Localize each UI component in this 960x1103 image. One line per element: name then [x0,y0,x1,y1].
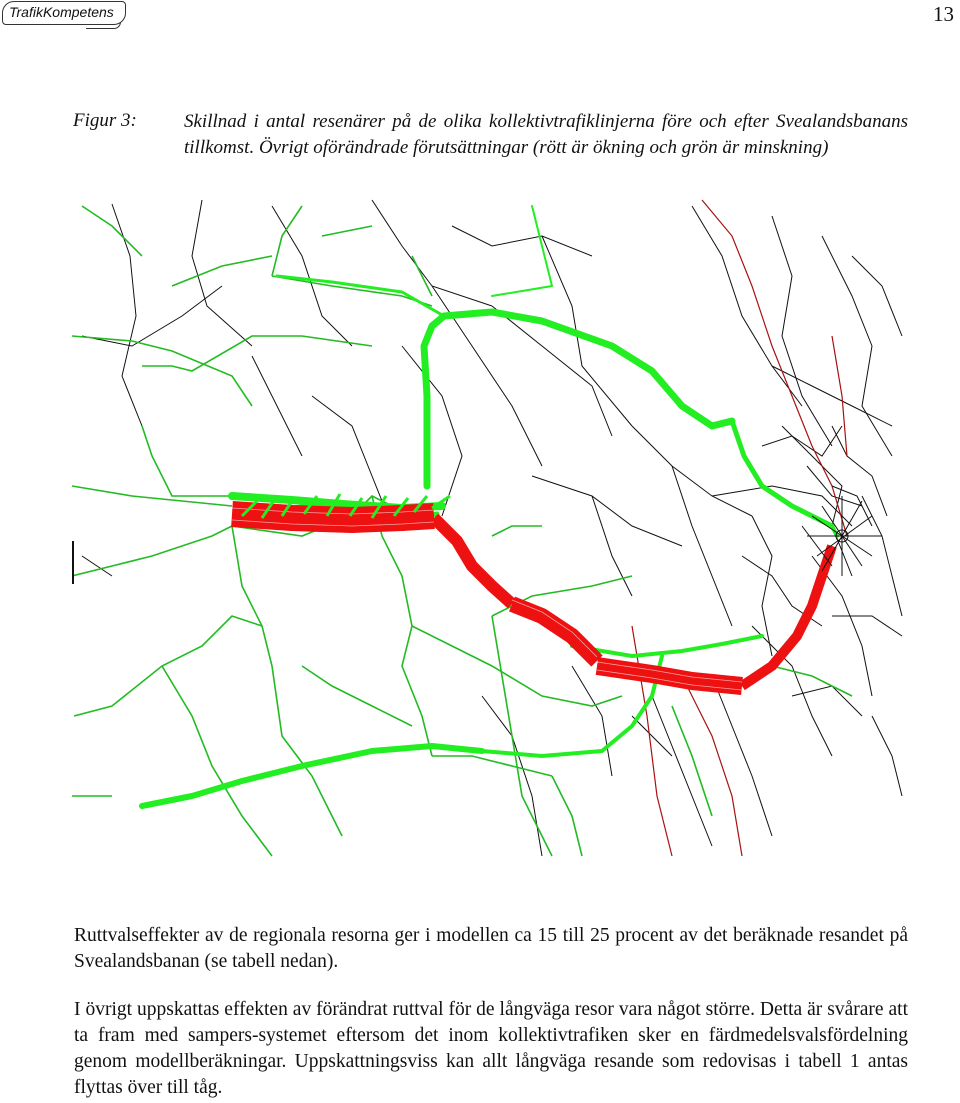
route-change-map [72,196,910,859]
page-number: 13 [933,2,954,26]
body-paragraph-1: Ruttvalseffekter av de regionala resorna ger i modellen ca 15 till 25 procent av det beräknade resandet på Svealandsbanan (se tabell nedan). [74,925,908,972]
figure-label: Figur 3: [73,110,137,131]
logo-swoosh [86,22,121,29]
body-paragraph-2: I övrigt uppskattas effekten av förändrat ruttval för de långväga resor vara något större. Detta är svårare att ta fram med sampers-systemet eftersom det inom kollektivtrafiken sker en färdmedelsvalsfördelning genom modellberäkningar. Uppskattningsviss kan allt långväga resande som redovisas i tabell 1 antas flyttas över till tåg. [74,999,908,1098]
red-increase-routes [232,514,832,686]
logo-text: TrafikKompetens [9,4,114,20]
stockholm-hub [802,486,882,576]
figure-caption: Skillnad i antal resenärer på de olika kollektivtrafiklinjerna före och efter Svealandsbanans tillkomst. Övrigt oförändrade förutsättningar (rött är ökning och grön är minskning) [184,111,908,158]
green-minor-lines [72,206,852,856]
railway-lines [632,200,847,856]
network-lines [82,200,902,856]
